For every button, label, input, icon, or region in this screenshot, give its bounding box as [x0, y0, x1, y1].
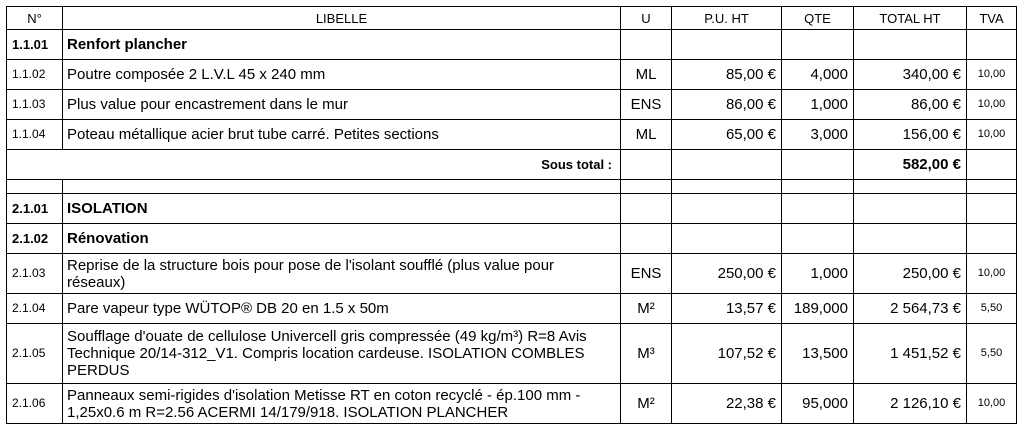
table-row	[7, 324, 1017, 384]
row-num: 1.1.04	[7, 120, 63, 150]
row-unit-price: 86,00 €	[672, 90, 782, 120]
row-unit-price: 13,57 €	[672, 294, 782, 324]
table-row	[7, 90, 1017, 120]
spacer-cell	[63, 180, 621, 194]
row-num: 2.1.02	[7, 224, 63, 254]
row-unit: ENS	[621, 254, 672, 294]
row-total: 2 126,10 €	[854, 384, 967, 424]
spacer-cell	[782, 180, 854, 194]
row-total: 86,00 €	[854, 90, 967, 120]
row-unit-price	[672, 224, 782, 254]
row-total: 1 451,52 €	[854, 324, 967, 384]
spacer-cell	[672, 180, 782, 194]
row-unit-price: 65,00 €	[672, 120, 782, 150]
header-total: TOTAL HT	[854, 7, 967, 30]
row-unit	[621, 194, 672, 224]
table-row	[7, 224, 1017, 254]
row-tva: 10,00	[967, 90, 1017, 120]
row-quantity	[782, 194, 854, 224]
row-libelle: Poteau métallique acier brut tube carré. Petites sections	[63, 120, 621, 150]
row-quantity: 189,000	[782, 294, 854, 324]
table-row	[7, 384, 1017, 424]
row-unit	[621, 224, 672, 254]
row-tva: 10,00	[967, 60, 1017, 90]
row-total: 156,00 €	[854, 120, 967, 150]
row-tva: 10,00	[967, 120, 1017, 150]
row-unit: ML	[621, 120, 672, 150]
row-total: 340,00 €	[854, 60, 967, 90]
header-unit: U	[621, 7, 672, 30]
row-quantity: 95,000	[782, 384, 854, 424]
row-libelle: ISOLATION	[63, 194, 621, 224]
row-num: 2.1.01	[7, 194, 63, 224]
row-libelle: Renfort plancher	[63, 30, 621, 60]
spacer-cell	[7, 180, 63, 194]
row-libelle: Soufflage d'ouate de cellulose Univercell gris compressée (49 kg/m³) R=8 Avis Technique 20/14-312_V1. Compris location cardeuse. ISOLATION COMBLES PERDUS	[63, 324, 621, 384]
row-quantity: 4,000	[782, 60, 854, 90]
row-unit-price: 107,52 €	[672, 324, 782, 384]
table-row	[7, 294, 1017, 324]
row-tva: 10,00	[967, 254, 1017, 294]
table-row	[7, 60, 1017, 90]
row-quantity: 3,000	[782, 120, 854, 150]
row-unit: M²	[621, 294, 672, 324]
row-unit-price: 85,00 €	[672, 60, 782, 90]
row-num: 2.1.04	[7, 294, 63, 324]
row-tva	[967, 30, 1017, 60]
header-libelle: LIBELLE	[63, 7, 621, 30]
row-num: 2.1.05	[7, 324, 63, 384]
subtotal-label: Sous total :	[7, 150, 621, 180]
row-total: 250,00 €	[854, 254, 967, 294]
spacer-cell	[854, 180, 967, 194]
header-num: N°	[7, 7, 63, 30]
row-total	[854, 224, 967, 254]
table-row	[7, 30, 1017, 60]
header-tva: TVA	[967, 7, 1017, 30]
row-libelle: Pare vapeur type WÜTOP® DB 20 en 1.5 x 50m	[63, 294, 621, 324]
row-unit	[621, 150, 672, 180]
row-num: 2.1.06	[7, 384, 63, 424]
row-unit: M²	[621, 384, 672, 424]
row-num: 1.1.02	[7, 60, 63, 90]
row-libelle: Rénovation	[63, 224, 621, 254]
header-quantity: QTE	[782, 7, 854, 30]
row-num: 1.1.01	[7, 30, 63, 60]
table-row	[7, 194, 1017, 224]
row-tva	[967, 224, 1017, 254]
row-num: 2.1.03	[7, 254, 63, 294]
spacer-row	[7, 180, 1017, 194]
row-unit-price: 250,00 €	[672, 254, 782, 294]
row-tva	[967, 150, 1017, 180]
row-quantity	[782, 30, 854, 60]
row-total	[854, 30, 967, 60]
row-unit-price	[672, 30, 782, 60]
row-num: 1.1.03	[7, 90, 63, 120]
row-total: 2 564,73 €	[854, 294, 967, 324]
row-libelle: Poutre composée 2 L.V.L 45 x 240 mm	[63, 60, 621, 90]
row-unit: ENS	[621, 90, 672, 120]
row-quantity: 1,000	[782, 254, 854, 294]
row-quantity: 1,000	[782, 90, 854, 120]
subtotal-value: 582,00 €	[854, 150, 967, 180]
row-quantity: 13,500	[782, 324, 854, 384]
row-total	[854, 194, 967, 224]
row-libelle: Plus value pour encastrement dans le mur	[63, 90, 621, 120]
row-unit-price: 22,38 €	[672, 384, 782, 424]
row-unit-price	[672, 150, 782, 180]
spacer-cell	[621, 180, 672, 194]
row-unit	[621, 30, 672, 60]
row-unit: ML	[621, 60, 672, 90]
row-libelle: Reprise de la structure bois pour pose de l'isolant soufflé (plus value pour réseaux)	[63, 254, 621, 294]
row-quantity	[782, 150, 854, 180]
row-tva	[967, 194, 1017, 224]
subtotal-row	[7, 150, 1017, 180]
spacer-cell	[967, 180, 1017, 194]
row-unit: M³	[621, 324, 672, 384]
table-row	[7, 120, 1017, 150]
header-unit-price: P.U. HT	[672, 7, 782, 30]
table-row	[7, 254, 1017, 294]
row-tva: 5,50	[967, 324, 1017, 384]
row-tva: 5,50	[967, 294, 1017, 324]
row-tva: 10,00	[967, 384, 1017, 424]
row-quantity	[782, 224, 854, 254]
header-row	[7, 7, 1017, 30]
row-libelle: Panneaux semi-rigides d'isolation Metisse RT en coton recyclé - ép.100 mm - 1,25x0.6 m R=2.56 ACERMI 14/179/918. ISOLATION PLANCHER	[63, 384, 621, 424]
quote-table	[6, 6, 1017, 424]
row-unit-price	[672, 194, 782, 224]
